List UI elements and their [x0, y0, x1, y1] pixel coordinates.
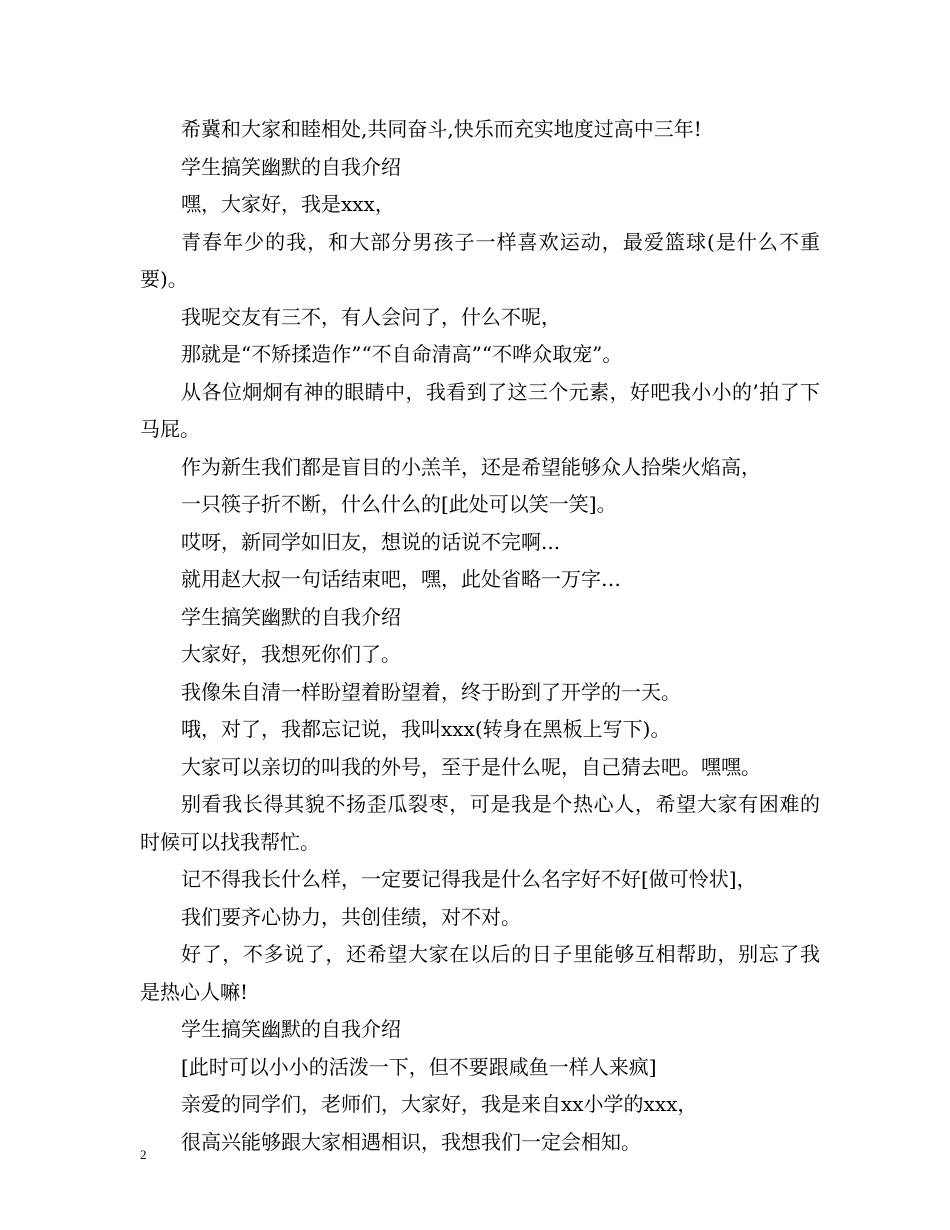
paragraph: 很高兴能够跟大家相遇相识，我想我们一定会相知。	[181, 1129, 641, 1154]
paragraph: 嘿，大家好，我是xxx，	[181, 192, 395, 216]
paragraph: 一只筷子折不断，什么什么的[此处可以笑一笑]。	[181, 492, 617, 516]
paragraph: 好了，不多说了，还希望大家在以后的日子里能够互相帮助，别忘了我是热心人嘛!	[140, 942, 820, 1004]
paragraph: 从各位炯炯有神的眼睛中，我看到了这三个元素，好吧我小小的’拍了下马屁。	[140, 379, 820, 441]
document-body	[140, 111, 820, 1161]
paragraph: 我像朱自清一样盼望着盼望着，终于盼到了开学的一天。	[181, 679, 681, 704]
paragraph: 我们要齐心协力，共创佳绩，对不对。	[181, 904, 521, 929]
paragraph: 就用赵大叔一句话结束吧，嘿，此处省略一万字…	[181, 567, 621, 591]
paragraph: 希冀和大家和睦相处,共同奋斗,快乐而充实地度过高中三年!	[181, 117, 702, 141]
paragraph: 大家可以亲切的叫我的外号，至于是什么呢，自己猜去吧。嘿嘿。	[181, 754, 761, 779]
paragraph: 哎呀，新同学如旧友，想说的话说不完啊...	[181, 529, 561, 554]
paragraph: 我呢交友有三不，有人会问了，什么不呢，	[181, 304, 561, 329]
paragraph: 那就是“不矫揉造作”“不自命清高”“不哗众取宠”。	[181, 342, 623, 366]
paragraph: 亲爱的同学们，老师们，大家好，我是来自xx小学的xxx，	[181, 1092, 698, 1116]
paragraph: 大家好，我想死你们了。	[181, 642, 401, 666]
section-heading: 学生搞笑幽默的自我介绍	[181, 1017, 401, 1041]
paragraph: 青春年少的我，和大部分男孩子一样喜欢运动，最爱篮球(是什么不重要)。	[140, 229, 820, 291]
paragraph: 哦，对了，我都忘记说，我叫xxx(转身在黑板上写下)。	[181, 717, 671, 741]
paragraph: 作为新生我们都是盲目的小羔羊，还是希望能够众人拾柴火焰高，	[181, 454, 761, 479]
section-heading: 学生搞笑幽默的自我介绍	[181, 154, 401, 179]
paragraph: [此时可以小小的活泼一下，但不要跟咸鱼一样人来疯]	[181, 1054, 657, 1079]
paragraph: 记不得我长什么样，一定要记得我是什么名字好不好[做可怜状]，	[181, 867, 757, 891]
section-heading: 学生搞笑幽默的自我介绍	[181, 604, 401, 629]
page-number: 2	[140, 1147, 147, 1162]
paragraph: 别看我长得其貌不扬歪瓜裂枣，可是我是个热心人，希望大家有困难的时候可以找我帮忙。	[140, 792, 820, 854]
